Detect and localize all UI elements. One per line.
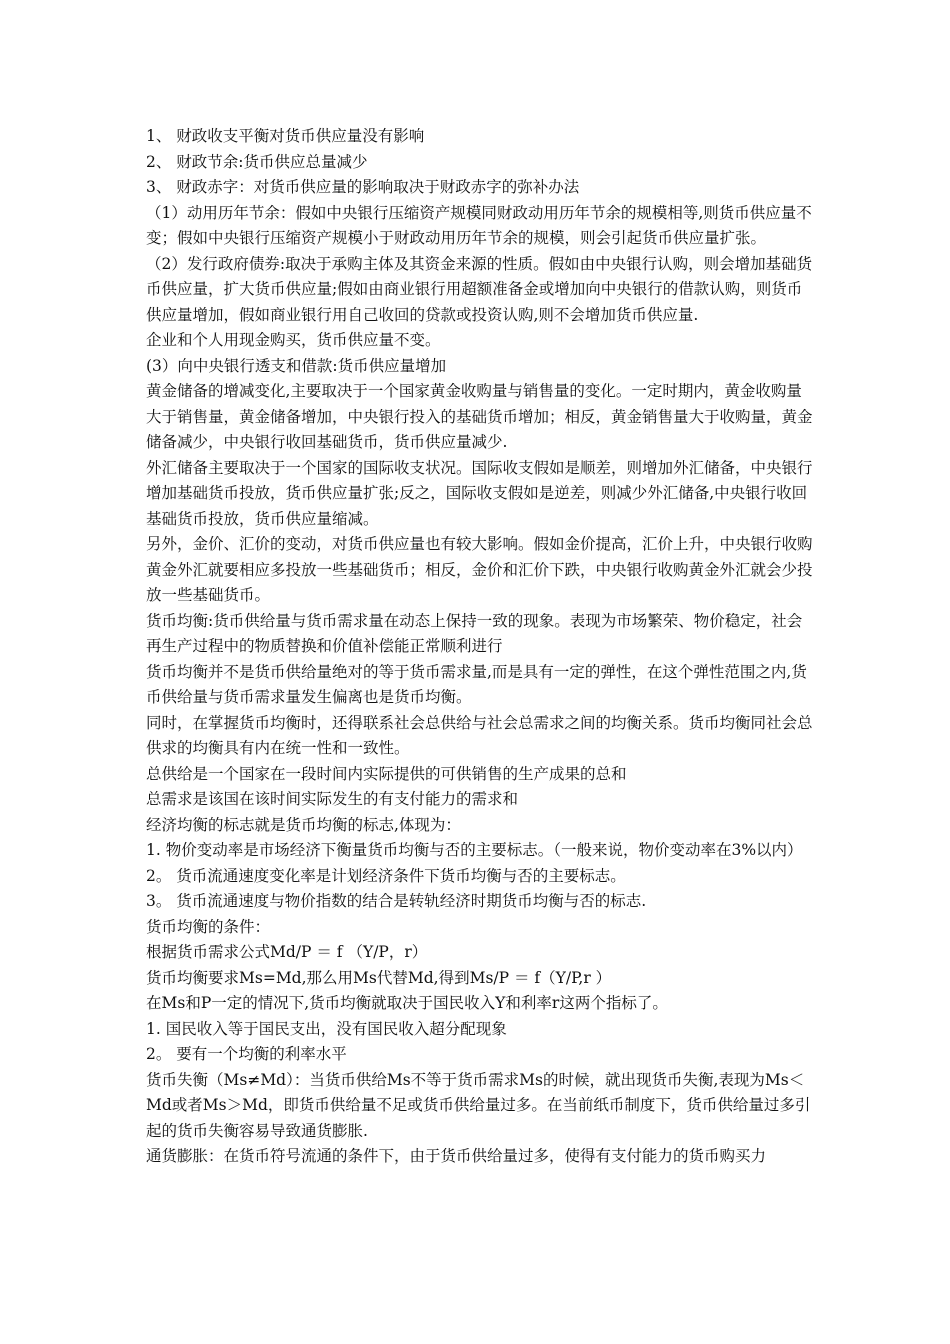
paragraph-indicator-1: 1. 物价变动率是市场经济下衡量货币均衡与否的主要标志。（一般来说，物价变动率在3%以内） [146,841,803,859]
paragraph-equilibrium-conditions: 货币均衡的条件： [146,917,271,936]
paragraph-forex-reserve: 外汇储备主要取决于一个国家的国际收支状况。国际收支假如是顺差，则增加外汇储备，中央银行增加基础货币投放，货币供应量扩张;反之，国际收支假如是逆差，则减少外汇储备,中央银行收回基础货币投放，货币供应量缩减。 [146,458,813,528]
paragraph-surplus: 2、 财政节余:货币供应总量减少 [146,152,368,171]
paragraph-condition-1: 1. 国民收入等于国民支出，没有国民收入超分配现象 [146,1019,507,1038]
paragraph-government-bonds: （2）发行政府债券:取决于承购主体及其资金来源的性质。假如由中央银行认购，则会增加基础货币供应量，扩大货币供应量;假如由商业银行用超额准备金或增加向中央银行的借款认购，则货币供应量增加，假如商业银行用自己收回的贷款或投资认购,则不会增加货币供应量. [146,254,813,324]
paragraph-equilibrium-elasticity: 货币均衡并不是货币供给量绝对的等于货币需求量,而是具有一定的弹性，在这个弹性范围之内,货币供给量与货币需求量发生偏离也是货币均衡。 [146,662,807,706]
paragraph-monetary-equilibrium: 货币均衡:货币供给量与货币需求量在动态上保持一致的现象。表现为市场繁荣、物价稳定，社会再生产过程中的物质替换和价值补偿能正常顺利进行 [146,611,803,655]
paragraph-disequilibrium: 货币失衡（Ms≠Md）：当货币供给Ms不等于货币需求Ms的时候，就出现货币失衡,表现为Ms＜Md或者Ms＞Md，即货币供给量不足或货币供给量过多。在当前纸币制度下，货币供给量过多引起的货币失衡容易导致通货膨胀. [146,1070,811,1140]
paragraph-gold-reserve: 黄金储备的增减变化,主要取决于一个国家黄金收购量与销售量的变化。一定时期内，黄金收购量大于销售量，黄金储备增加，中央银行投入的基础货币增加；相反，黄金销售量大于收购量，黄金储备减少，中央银行收回基础货币，货币供应量减少. [146,382,813,451]
paragraph-condition-2: 2。 要有一个均衡的利率水平 [146,1045,347,1063]
paragraph-aggregate-demand: 总需求是该国在该时间实际发生的有支付能力的需求和 [146,790,519,808]
paragraph-central-bank-overdraft: (3）向中央银行透支和借款:货币供应量增加 [146,356,447,375]
paragraph-gold-fx-price: 另外，金价、汇价的变动，对货币供应量也有较大影响。假如金价提高，汇价上升，中央银行收购黄金外汇就要相应多投放一些基础货币；相反，金价和汇价下跌，中央银行收购黄金外汇就会少投放一些基础货币。 [146,535,813,604]
paragraph-inflation: 通货膨胀：在货币符号流通的条件下，由于货币供给量过多，使得有支付能力的货币购买力 [146,1147,767,1165]
paragraph-demand-formula: 根据货币需求公式Md/P ＝ f （Y/P，r） [146,943,428,961]
paragraph-historical-surplus: （1）动用历年节余：假如中央银行压缩资产规模同财政动用历年节余的规模相等,则货币供应量不变；假如中央银行压缩资产规模小于财政动用历年节余的规模，则会引起货币供应量扩张。 [146,203,812,247]
document-body [146,124,816,1170]
paragraph-aggregate-balance: 同时，在掌握货币均衡时，还得联系社会总供给与社会总需求之间的均衡关系。货币均衡同社会总供求的均衡具有内在统一性和一致性。 [146,713,813,757]
paragraph-indicator-2: 2。 货币流通速度变化率是计划经济条件下货币均衡与否的主要标志。 [146,866,626,885]
paragraph-deficit: 3、 财政赤字：对货币供应量的影响取决于财政赤字的弥补办法 [146,178,580,196]
paragraph-equilibrium-indicators: 经济均衡的标志就是货币均衡的标志,体现为： [146,815,461,834]
paragraph-cash-purchase: 企业和个人用现金购买，货币供应量不变。 [146,331,441,349]
paragraph-balance-no-effect: 1、 财政收支平衡对货币供应量没有影响 [146,127,425,145]
paragraph-ms-md-formula: 货币均衡要求Ms=Md,那么用Ms代替Md,得到Ms/P ＝ f（Y/P,r ） [146,968,612,987]
paragraph-income-interest: 在Ms和P一定的情况下,货币均衡就取决于国民收入Y和利率r这两个指标了。 [146,994,668,1012]
paragraph-indicator-3: 3。 货币流通速度与物价指数的结合是转轨经济时期货币均衡与否的标志. [146,892,647,910]
paragraph-aggregate-supply: 总供给是一个国家在一段时间内实际提供的可供销售的生产成果的总和 [146,764,627,783]
